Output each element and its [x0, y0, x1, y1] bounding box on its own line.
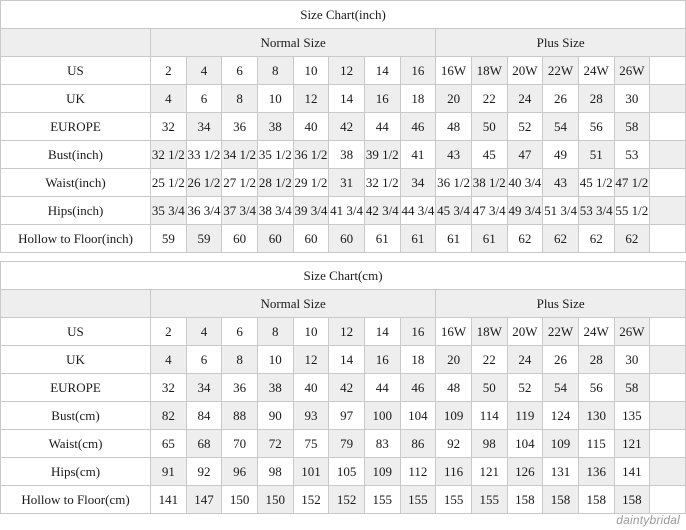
cell: 34	[400, 169, 436, 197]
cell: 40	[293, 374, 329, 402]
cell: 72	[257, 430, 293, 458]
cell: 49 3/4	[507, 197, 543, 225]
cell: 98	[257, 458, 293, 486]
cell	[650, 141, 686, 169]
group-plus-size-inch: Plus Size	[436, 29, 686, 57]
table-row	[1, 113, 686, 141]
cell: 24W	[578, 57, 614, 85]
cell: 27 1/2	[222, 169, 258, 197]
cell: 109	[543, 430, 579, 458]
cell: 24	[507, 346, 543, 374]
cell: 34	[186, 113, 222, 141]
cell: 79	[329, 430, 365, 458]
cell: 41 3/4	[329, 197, 365, 225]
cell: 44	[364, 113, 400, 141]
table-row	[1, 169, 686, 197]
cell: 12	[293, 85, 329, 113]
cell: 56	[578, 374, 614, 402]
table-row	[1, 486, 686, 514]
row-label-hips-cm: Hips(cm)	[1, 458, 151, 486]
cell: 39 1/2	[364, 141, 400, 169]
cell: 53 3/4	[578, 197, 614, 225]
row-label-waist-cm: Waist(cm)	[1, 430, 151, 458]
cell: 92	[186, 458, 222, 486]
cell: 97	[329, 402, 365, 430]
row-label-hollow-to-floor-cm: Hollow to Floor(cm)	[1, 486, 151, 514]
cell: 38	[257, 113, 293, 141]
cell: 53	[614, 141, 650, 169]
cell: 43	[436, 141, 472, 169]
size-chart-inch-table	[0, 0, 686, 253]
cell: 60	[257, 225, 293, 253]
cell: 4	[150, 346, 186, 374]
cell: 38 3/4	[257, 197, 293, 225]
cell	[650, 402, 686, 430]
cell: 2	[150, 57, 186, 85]
cell: 4	[150, 85, 186, 113]
cell: 51 3/4	[543, 197, 579, 225]
cell: 121	[614, 430, 650, 458]
size-chart-inch-block	[0, 0, 686, 253]
cell: 45 3/4	[436, 197, 472, 225]
cell: 155	[471, 486, 507, 514]
cell: 96	[222, 458, 258, 486]
cell: 14	[329, 85, 365, 113]
row-label-hollow-to-floor-inch: Hollow to Floor(inch)	[1, 225, 151, 253]
cell: 60	[293, 225, 329, 253]
cell: 109	[436, 402, 472, 430]
cell: 45	[471, 141, 507, 169]
cell: 12	[329, 318, 365, 346]
cell: 18	[400, 346, 436, 374]
cell: 42 3/4	[364, 197, 400, 225]
cell: 16W	[436, 318, 472, 346]
cell: 4	[186, 318, 222, 346]
cell: 26W	[614, 318, 650, 346]
cell: 36	[222, 113, 258, 141]
cell: 38	[257, 374, 293, 402]
cell: 52	[507, 374, 543, 402]
cell: 131	[543, 458, 579, 486]
cell: 32	[150, 374, 186, 402]
cell: 155	[400, 486, 436, 514]
cell: 6	[222, 318, 258, 346]
cell	[650, 113, 686, 141]
cell: 109	[364, 458, 400, 486]
table-row	[1, 346, 686, 374]
cell: 43	[543, 169, 579, 197]
cell: 50	[471, 113, 507, 141]
cell: 155	[436, 486, 472, 514]
group-plus-size-cm: Plus Size	[436, 290, 686, 318]
cell: 158	[578, 486, 614, 514]
cell: 20	[436, 346, 472, 374]
cell: 59	[186, 225, 222, 253]
cell: 10	[257, 85, 293, 113]
cell: 22	[471, 346, 507, 374]
cell: 82	[150, 402, 186, 430]
cell: 155	[364, 486, 400, 514]
cell: 46	[400, 374, 436, 402]
cell: 150	[257, 486, 293, 514]
cell	[650, 85, 686, 113]
cell: 56	[578, 113, 614, 141]
page-title-cm: Size Chart(cm)	[1, 262, 686, 290]
cell: 55 1/2	[614, 197, 650, 225]
table-row	[1, 225, 686, 253]
cell: 24	[507, 85, 543, 113]
cell	[650, 169, 686, 197]
page-title-inch: Size Chart(inch)	[1, 1, 686, 29]
cell: 20	[436, 85, 472, 113]
cell: 33 1/2	[186, 141, 222, 169]
cell: 38 1/2	[471, 169, 507, 197]
cell: 8	[257, 57, 293, 85]
size-chart-cm-table	[0, 261, 686, 514]
cell: 32	[150, 113, 186, 141]
cell: 119	[507, 402, 543, 430]
watermark-daintybridal: daintybridal	[616, 513, 680, 527]
cell: 116	[436, 458, 472, 486]
row-label-europe-cm: EUROPE	[1, 374, 151, 402]
cell	[650, 318, 686, 346]
cell: 22W	[543, 318, 579, 346]
cell: 16	[364, 85, 400, 113]
group-header-row	[1, 290, 686, 318]
cell: 14	[364, 318, 400, 346]
cell: 152	[329, 486, 365, 514]
cell: 147	[186, 486, 222, 514]
cell: 25 1/2	[150, 169, 186, 197]
cell: 16	[400, 57, 436, 85]
group-normal-size-cm: Normal Size	[150, 290, 435, 318]
cell: 8	[222, 346, 258, 374]
cell: 36 1/2	[293, 141, 329, 169]
cell: 105	[329, 458, 365, 486]
cell: 115	[578, 430, 614, 458]
cell: 62	[614, 225, 650, 253]
cell: 30	[614, 85, 650, 113]
table-row	[1, 141, 686, 169]
cell: 104	[400, 402, 436, 430]
cell: 58	[614, 374, 650, 402]
cell: 16W	[436, 57, 472, 85]
cell: 90	[257, 402, 293, 430]
row-label-uk-cm: UK	[1, 346, 151, 374]
cell: 34	[186, 374, 222, 402]
cell: 31	[329, 169, 365, 197]
row-label-waist-inch: Waist(inch)	[1, 169, 151, 197]
cell: 20W	[507, 57, 543, 85]
row-label-bust-inch: Bust(inch)	[1, 141, 151, 169]
cell: 12	[293, 346, 329, 374]
cell: 47 1/2	[614, 169, 650, 197]
cell: 22W	[543, 57, 579, 85]
cell: 58	[614, 113, 650, 141]
cell: 86	[400, 430, 436, 458]
cell: 36 1/2	[436, 169, 472, 197]
cell	[650, 57, 686, 85]
cell: 47 3/4	[471, 197, 507, 225]
size-chart-cm-block	[0, 261, 686, 514]
table-row	[1, 430, 686, 458]
cell: 26	[543, 346, 579, 374]
cell: 68	[186, 430, 222, 458]
cell: 14	[329, 346, 365, 374]
table-row	[1, 458, 686, 486]
cell	[650, 430, 686, 458]
cell: 61	[364, 225, 400, 253]
cell: 36 3/4	[186, 197, 222, 225]
group-corner-cell	[1, 290, 151, 318]
cell: 61	[436, 225, 472, 253]
cell	[650, 197, 686, 225]
cell: 83	[364, 430, 400, 458]
group-header-row	[1, 29, 686, 57]
row-label-us-inch: US	[1, 57, 151, 85]
chart-title-row	[1, 262, 686, 290]
table-row	[1, 85, 686, 113]
cell: 18W	[471, 57, 507, 85]
cell	[650, 346, 686, 374]
cell: 39 3/4	[293, 197, 329, 225]
cell: 126	[507, 458, 543, 486]
cell: 28	[578, 85, 614, 113]
cell: 136	[578, 458, 614, 486]
cell: 32 1/2	[150, 141, 186, 169]
cell: 44 3/4	[400, 197, 436, 225]
cell: 8	[222, 85, 258, 113]
cell: 141	[614, 458, 650, 486]
cell: 34 1/2	[222, 141, 258, 169]
cell: 50	[471, 374, 507, 402]
cell: 121	[471, 458, 507, 486]
cell: 10	[293, 318, 329, 346]
cell: 84	[186, 402, 222, 430]
table-row	[1, 57, 686, 85]
cell: 130	[578, 402, 614, 430]
cell: 30	[614, 346, 650, 374]
cell: 48	[436, 374, 472, 402]
cell	[650, 458, 686, 486]
cell: 42	[329, 374, 365, 402]
cell: 44	[364, 374, 400, 402]
cell: 12	[329, 57, 365, 85]
table-row	[1, 374, 686, 402]
cell: 26 1/2	[186, 169, 222, 197]
cell: 36	[222, 374, 258, 402]
cell: 24W	[578, 318, 614, 346]
cell: 29 1/2	[293, 169, 329, 197]
cell: 114	[471, 402, 507, 430]
chart-title-row	[1, 1, 686, 29]
row-label-uk-inch: UK	[1, 85, 151, 113]
cell: 61	[471, 225, 507, 253]
cell: 91	[150, 458, 186, 486]
cell: 2	[150, 318, 186, 346]
cell	[650, 225, 686, 253]
cell: 20W	[507, 318, 543, 346]
cell: 22	[471, 85, 507, 113]
cell: 150	[222, 486, 258, 514]
cell: 49	[543, 141, 579, 169]
cell: 158	[614, 486, 650, 514]
cell	[650, 486, 686, 514]
cell: 28	[578, 346, 614, 374]
cell: 62	[507, 225, 543, 253]
cell: 152	[293, 486, 329, 514]
cell: 60	[329, 225, 365, 253]
cell: 10	[257, 346, 293, 374]
cell: 40 3/4	[507, 169, 543, 197]
row-label-europe-inch: EUROPE	[1, 113, 151, 141]
cell: 124	[543, 402, 579, 430]
cell: 6	[186, 346, 222, 374]
cell: 92	[436, 430, 472, 458]
cell: 59	[150, 225, 186, 253]
row-label-us-cm: US	[1, 318, 151, 346]
cell: 46	[400, 113, 436, 141]
cell: 40	[293, 113, 329, 141]
cell: 18	[400, 85, 436, 113]
cell: 48	[436, 113, 472, 141]
table-row	[1, 318, 686, 346]
cell	[650, 374, 686, 402]
table-row	[1, 402, 686, 430]
cell: 70	[222, 430, 258, 458]
cell: 65	[150, 430, 186, 458]
cell: 135	[614, 402, 650, 430]
cell: 16	[364, 346, 400, 374]
cell: 35 1/2	[257, 141, 293, 169]
cell: 51	[578, 141, 614, 169]
cell: 61	[400, 225, 436, 253]
cell: 32 1/2	[364, 169, 400, 197]
cell: 62	[543, 225, 579, 253]
cell: 88	[222, 402, 258, 430]
cell: 101	[293, 458, 329, 486]
cell: 14	[364, 57, 400, 85]
cell: 6	[222, 57, 258, 85]
cell: 112	[400, 458, 436, 486]
group-corner-cell	[1, 29, 151, 57]
cell: 16	[400, 318, 436, 346]
cell: 104	[507, 430, 543, 458]
cell: 4	[186, 57, 222, 85]
cell: 26	[543, 85, 579, 113]
cell: 45 1/2	[578, 169, 614, 197]
cell: 93	[293, 402, 329, 430]
cell: 62	[578, 225, 614, 253]
cell: 100	[364, 402, 400, 430]
cell: 141	[150, 486, 186, 514]
cell: 38	[329, 141, 365, 169]
cell: 158	[507, 486, 543, 514]
cell: 8	[257, 318, 293, 346]
cell: 52	[507, 113, 543, 141]
table-row	[1, 197, 686, 225]
cell: 18W	[471, 318, 507, 346]
cell: 28 1/2	[257, 169, 293, 197]
cell: 47	[507, 141, 543, 169]
cell: 35 3/4	[150, 197, 186, 225]
cell: 41	[400, 141, 436, 169]
cell: 6	[186, 85, 222, 113]
cell: 10	[293, 57, 329, 85]
cell: 54	[543, 374, 579, 402]
cell: 60	[222, 225, 258, 253]
chart-separator	[0, 253, 686, 261]
cell: 42	[329, 113, 365, 141]
cell: 158	[543, 486, 579, 514]
cell: 54	[543, 113, 579, 141]
row-label-bust-cm: Bust(cm)	[1, 402, 151, 430]
cell: 37 3/4	[222, 197, 258, 225]
cell: 26W	[614, 57, 650, 85]
cell: 75	[293, 430, 329, 458]
cell: 98	[471, 430, 507, 458]
group-normal-size-inch: Normal Size	[150, 29, 435, 57]
row-label-hips-inch: Hips(inch)	[1, 197, 151, 225]
